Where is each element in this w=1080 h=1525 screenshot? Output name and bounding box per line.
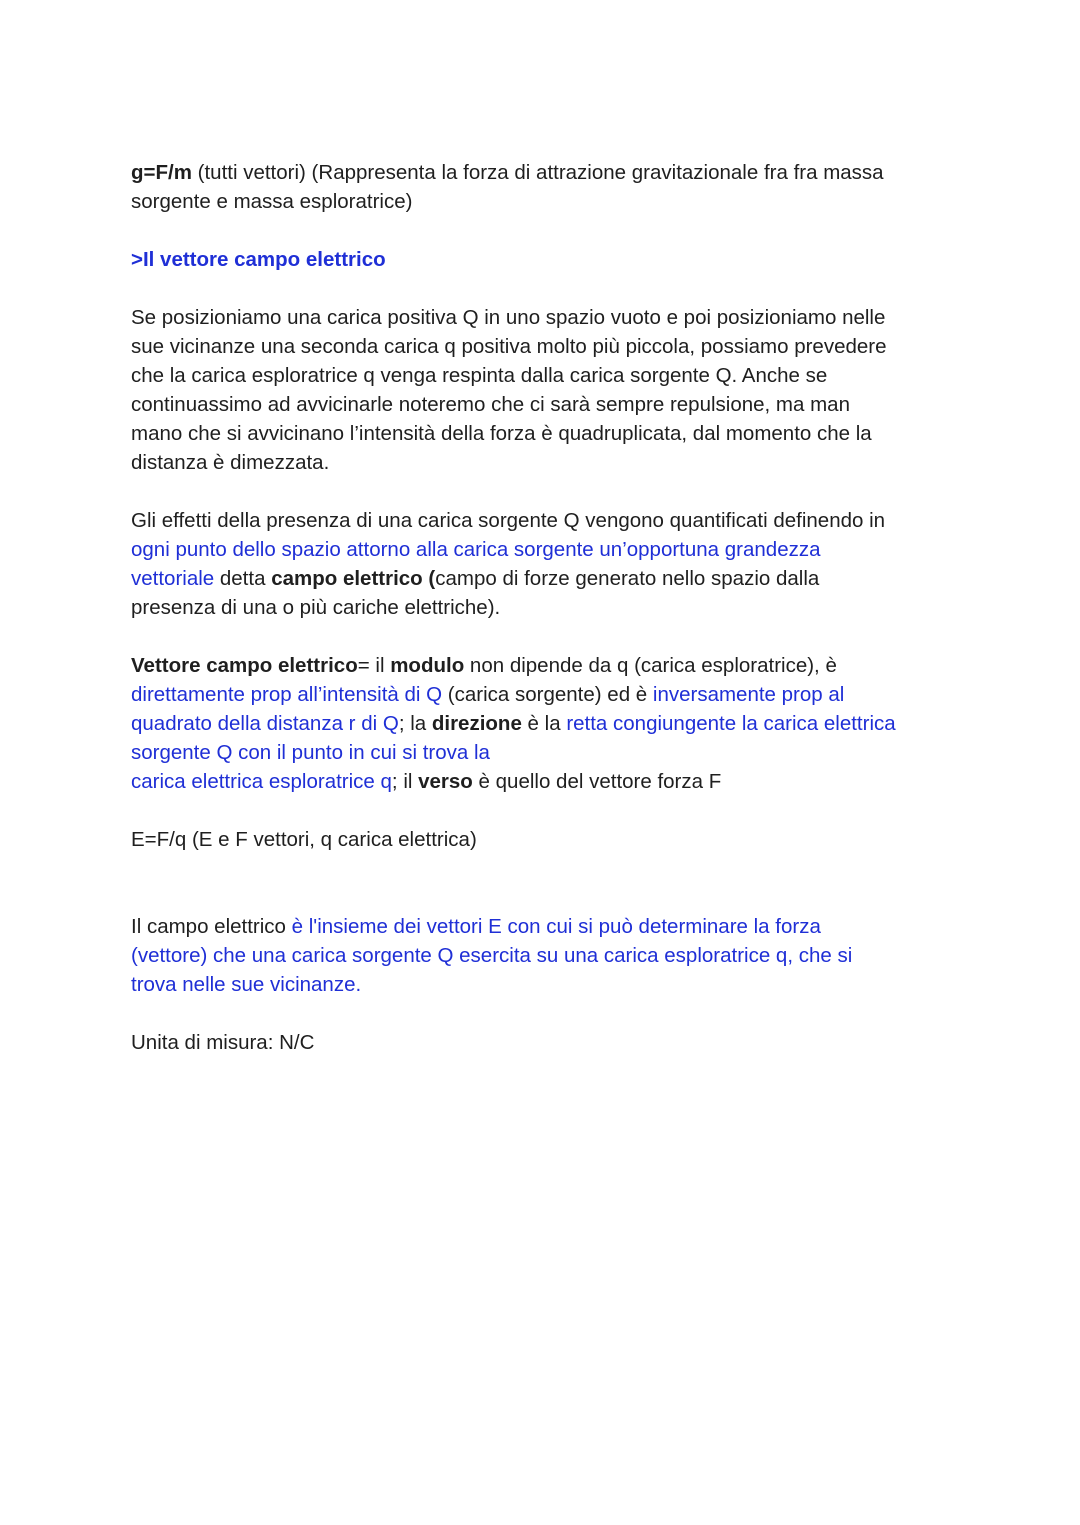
gravity-line-1 <box>131 158 961 187</box>
formula-paragraph: E=F/q (E e F vettori, q carica elettrica) <box>131 828 477 851</box>
vector-highlight-2: inversamente prop al <box>652 683 845 706</box>
verso-term: verso <box>418 770 473 793</box>
direzione-term: direzione <box>431 712 522 735</box>
vector-text-6: ; il <box>391 770 419 793</box>
vector-highlight-4: retta congiungente la carica elettrica <box>566 712 896 735</box>
section-heading: >Il vettore campo elettrico <box>131 248 386 271</box>
vector-text-4: ; la <box>398 712 432 735</box>
repulsion-line-3: che la carica esploratrice q venga respinta dalla carica sorgente Q. Anche se <box>131 364 828 387</box>
repulsion-line-4: continuassimo ad avvicinarle noteremo che ci sarà sempre repulsione, ma man <box>131 393 850 416</box>
modulo-term: modulo <box>390 654 465 677</box>
repulsion-line-1: Se posizioniamo una carica positiva Q in uno spazio vuoto e poi posizioniamo nelle <box>131 306 886 329</box>
definition-line-1: Gli effetti della presenza di una carica sorgente Q vengono quantificati definendo in <box>131 509 886 532</box>
repulsion-line-2: sue vicinanze una seconda carica q positiva molto più piccola, possiamo prevedere <box>131 335 887 358</box>
vector-text-3: (carica sorgente) ed è <box>442 683 653 706</box>
definition-line-3 <box>131 564 961 593</box>
vector-highlight-1: direttamente prop all’intensità di Q <box>131 683 443 706</box>
vector-highlight-3: quadrato della distanza r di Q <box>131 712 399 735</box>
repulsion-line-5: mano che si avvicinano l’intensità della forza è quadruplicata, dal momento che la <box>131 422 872 445</box>
document-page <box>131 158 961 1057</box>
unit-paragraph: Unita di misura: N/C <box>131 1031 315 1054</box>
field-set-paragraph <box>131 912 961 999</box>
vector-text-1: = il <box>357 654 391 677</box>
field-set-highlight: è l'insieme dei vettori E con cui si può determinare la forza <box>291 915 821 938</box>
vector-line-1 <box>131 651 961 680</box>
definition-line-4: presenza di una o più cariche elettriche). <box>131 596 501 619</box>
definition-text-2: campo di forze generato nello spazio dalla <box>435 567 820 590</box>
vector-text-5: è la <box>521 712 567 735</box>
field-definition-paragraph <box>131 506 961 622</box>
vector-text-2: non dipende da q (carica esploratrice), è <box>464 654 837 677</box>
field-set-line-2: (vettore) che una carica sorgente Q esercita su una carica esploratrice q, che si <box>131 944 853 967</box>
vector-text-7: è quello del vettore forza F <box>472 770 722 793</box>
vector-line-2 <box>131 680 961 709</box>
vector-field-paragraph <box>131 651 961 796</box>
repulsion-line-6: distanza è dimezzata. <box>131 451 330 474</box>
definition-line-2: ogni punto dello spazio attorno alla carica sorgente un’opportuna grandezza <box>131 538 821 561</box>
gravity-formula: g=F/m <box>131 161 192 184</box>
field-set-line-1 <box>131 912 961 941</box>
vector-highlight-5: carica elettrica esploratrice q <box>131 770 392 793</box>
vector-line-5 <box>131 767 961 796</box>
repulsion-paragraph <box>131 303 961 477</box>
definition-highlight: vettoriale <box>131 567 215 590</box>
vector-term: Vettore campo elettrico <box>131 654 358 677</box>
gravity-line-2: sorgente e massa esploratrice) <box>131 190 413 213</box>
definition-term: campo elettrico ( <box>271 567 436 590</box>
gravity-field-paragraph <box>131 158 961 216</box>
gravity-description: (tutti vettori) (Rappresenta la forza di attrazione gravitazionale fra fra massa <box>191 161 884 184</box>
field-set-text: Il campo elettrico <box>131 915 292 938</box>
field-set-line-3: trova nelle sue vicinanze. <box>131 973 362 996</box>
vector-line-4: sorgente Q con il punto in cui si trova la <box>131 741 490 764</box>
vector-line-3 <box>131 709 961 738</box>
definition-text: detta <box>214 567 272 590</box>
